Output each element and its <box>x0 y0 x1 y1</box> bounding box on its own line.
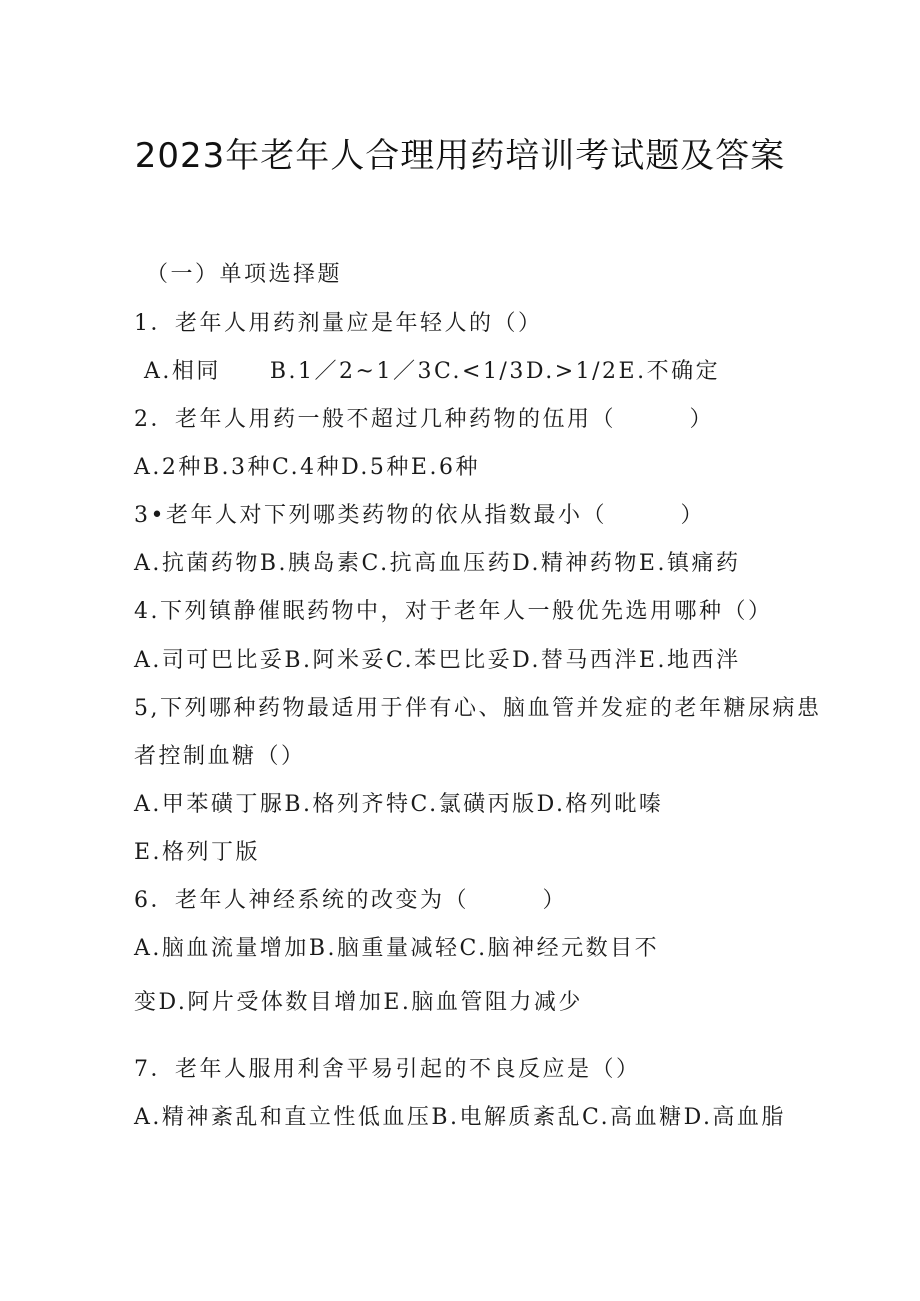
question-3: 3•老年人对下列哪类药物的依从指数最小（ ） <box>134 503 705 528</box>
section-heading: （一）单项选择题 <box>146 262 343 287</box>
question-1-options: A.相同 B.1／2~1／3C.<1/3D.>1/2E.不确定 <box>144 359 721 384</box>
question-7: 7．老年人服用利舍平易引起的不良反应是（） <box>134 1057 641 1082</box>
question-5-options-continued: E.格列丁版 <box>134 840 261 865</box>
question-5-continued: 者控制血糖（） <box>134 744 306 769</box>
question-5: 5,下列哪种药物最适用于伴有心、脑血管并发症的老年糖尿病患 <box>134 696 822 721</box>
question-2: 2．老年人用药一般不超过几种药物的伍用（ ） <box>134 407 714 432</box>
question-4-options: A.司可巴比妥B.阿米妥C.苯巴比妥D.替马西泮E.地西泮 <box>134 648 741 673</box>
question-7-options: A.精神紊乱和直立性低血压B.电解质紊乱C.高血糖D.高血脂 <box>134 1105 786 1130</box>
question-5-options: A.甲苯磺丁脲B.格列齐特C.氯磺丙版D.格列吡嗪 <box>134 792 664 817</box>
question-6: 6．老年人神经系统的改变为（ ） <box>134 888 567 913</box>
question-3-options: A.抗菌药物B.胰岛素C.抗高血压药D.精神药物E.镇痛药 <box>134 551 741 576</box>
question-4: 4.下列镇静催眠药物中，对于老年人一般优先选用哪种（） <box>134 599 773 624</box>
question-6-options-continued: 变D.阿片受体数目增加E.脑血管阻力减少 <box>134 990 583 1015</box>
question-6-options: A.脑血流量增加B.脑重量减轻C.脑神经元数目不 <box>134 936 660 961</box>
document-title: 2023年老年人合理用药培训考试题及答案 <box>134 136 786 176</box>
question-1: 1．老年人用药剂量应是年轻人的（） <box>134 311 543 336</box>
question-2-options: A.2种B.3种C.4种D.5种E.6种 <box>134 455 480 480</box>
